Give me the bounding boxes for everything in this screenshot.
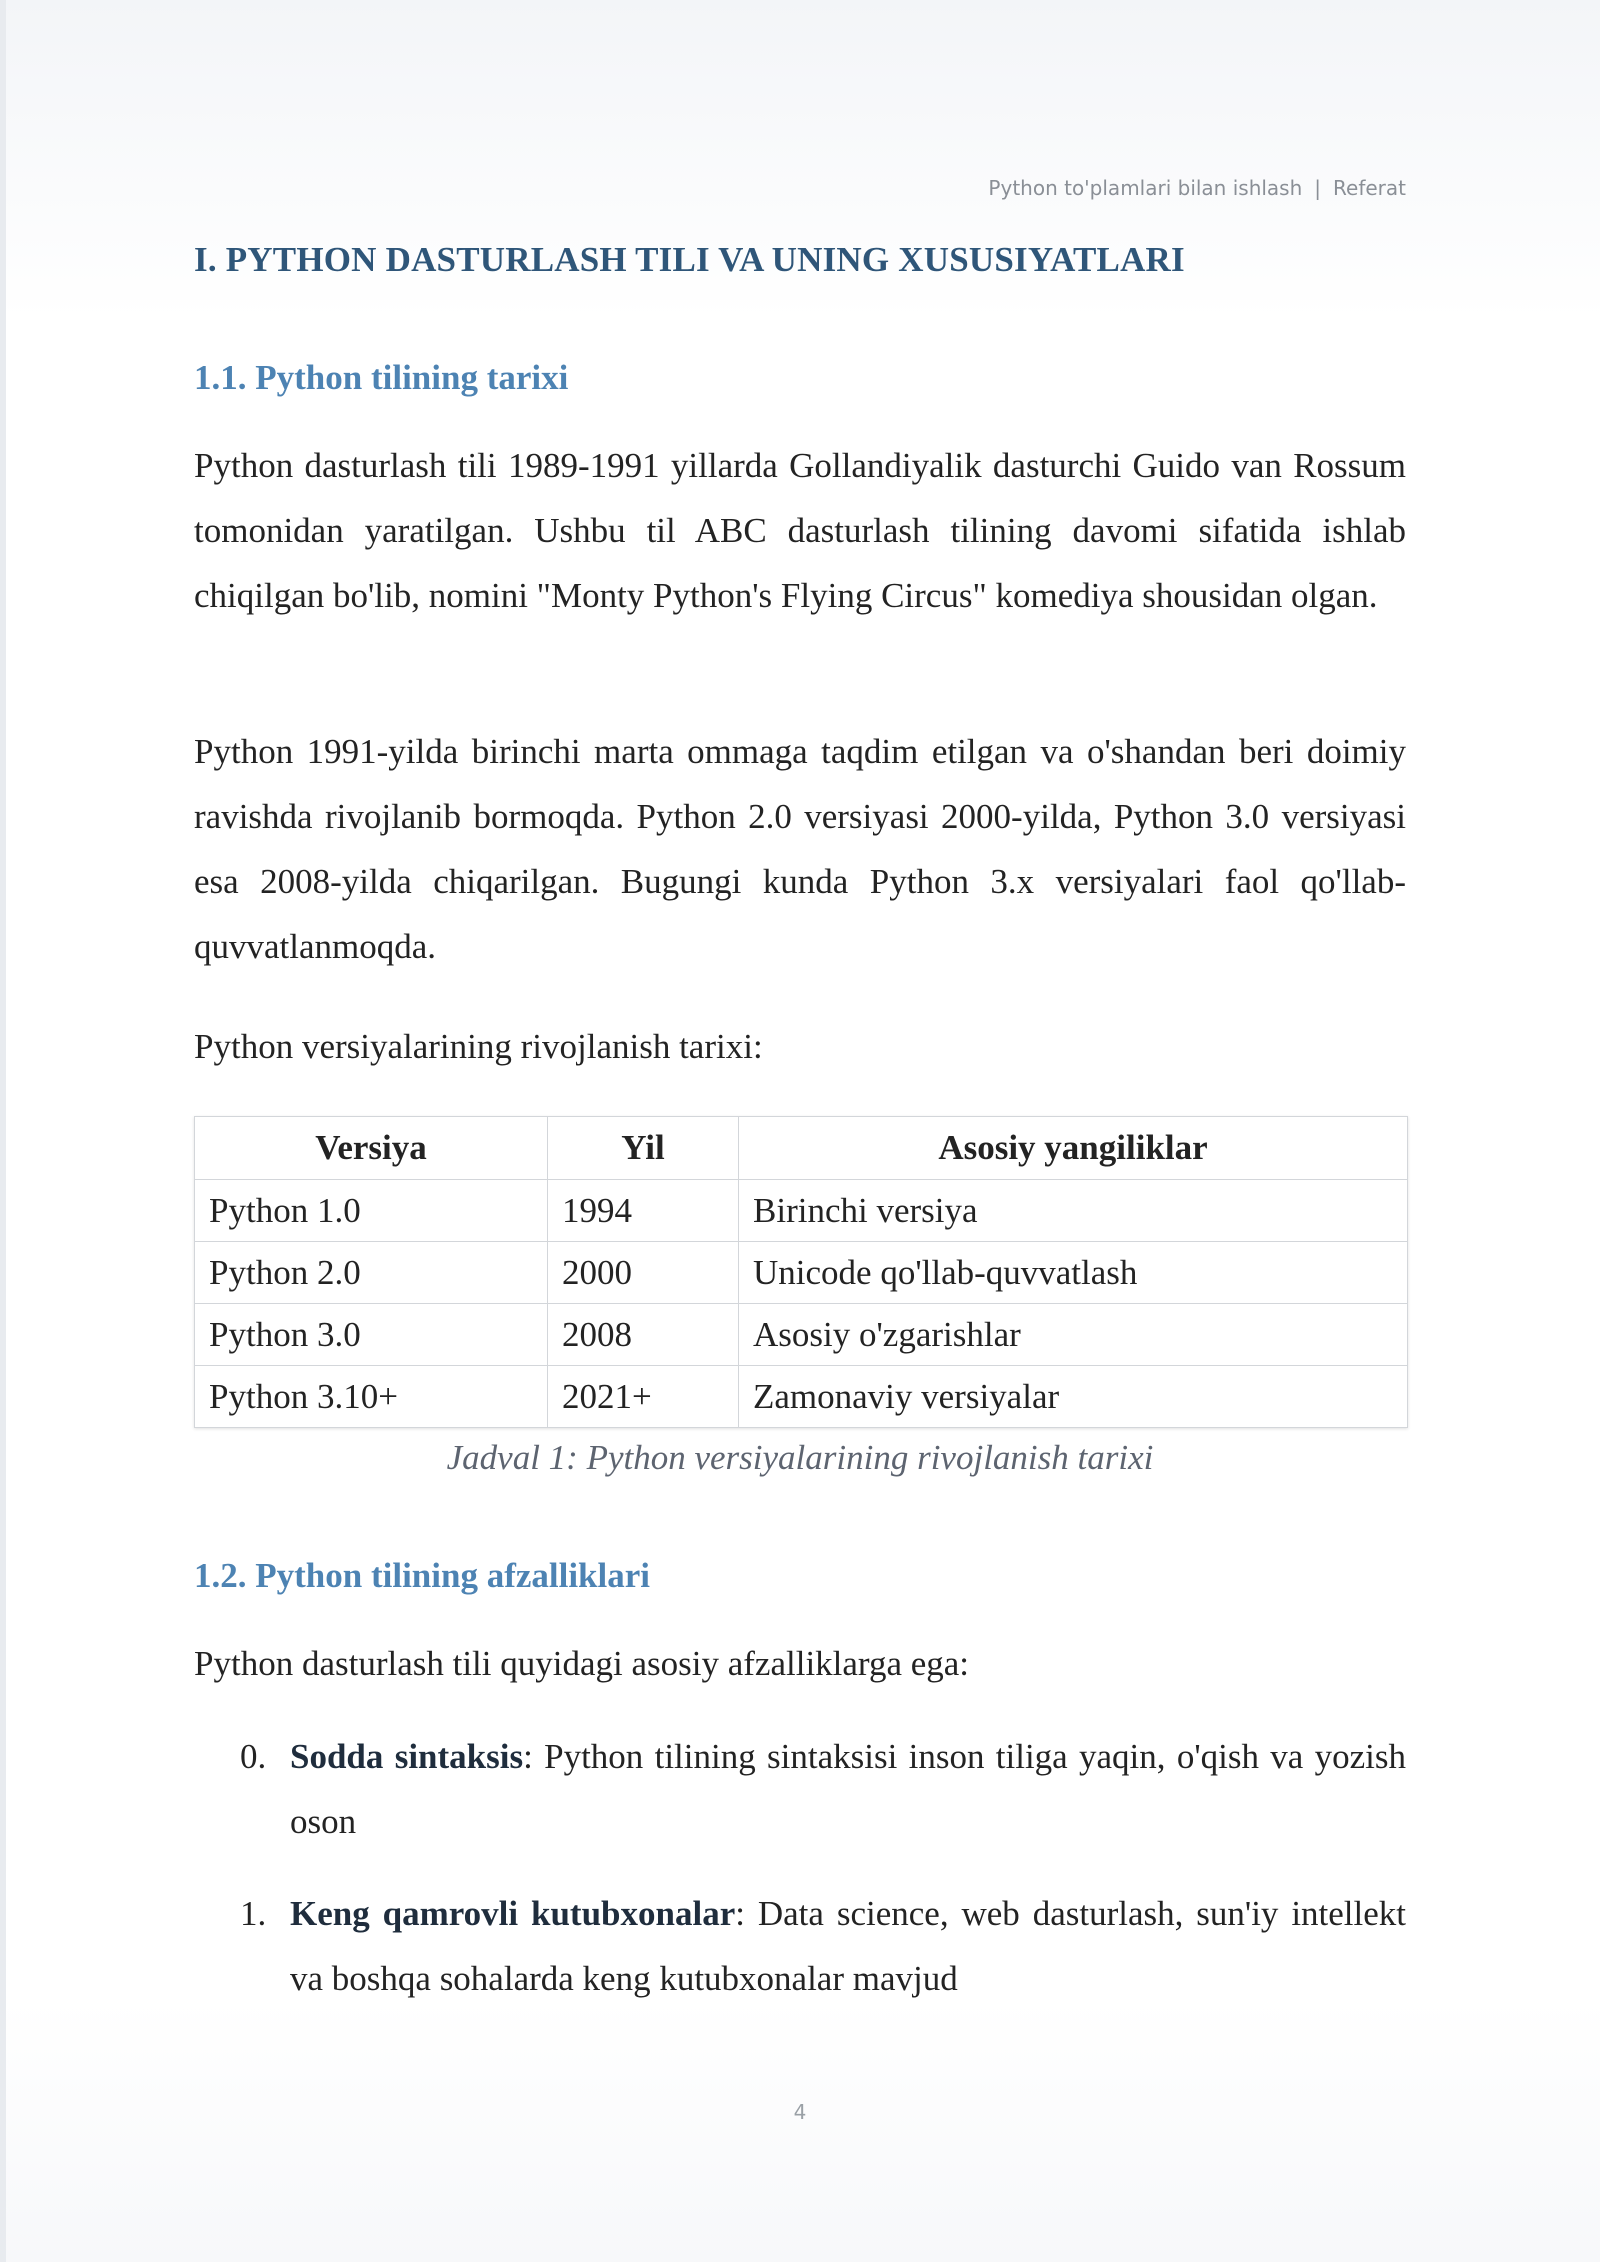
list-item-body xyxy=(290,1881,1406,2011)
header-doc-title: Python to'plamlari bilan ishlash xyxy=(988,176,1303,200)
section-1-1-title: 1.1. Python tilining tarixi xyxy=(194,358,569,397)
table-cell-year: 2000 xyxy=(548,1242,739,1304)
advantages-intro: Python dasturlash tili quyidagi asosiy afzalliklarga ega: xyxy=(194,1644,970,1683)
table-intro: Python versiyalarining rivojlanish tarixi: xyxy=(194,1027,763,1066)
table-row xyxy=(195,1304,1408,1366)
table-cell-features: Birinchi versiya xyxy=(739,1180,1408,1242)
section-1-2-title: 1.2. Python tilining afzalliklari xyxy=(194,1556,651,1595)
table-header-year: Yil xyxy=(548,1117,739,1180)
list-item-number: 0. xyxy=(240,1737,267,1776)
paragraph-history-2: Python 1991-yilda birinchi marta ommaga taqdim etilgan va o'shandan beri doimiy ravishda rivojlanib bormoqda. Python 2.0 versiyasi 2000-yilda, Python 3.0 versiyasi esa 2008-yilda chiqarilgan. Bugungi kunda Python 3.x versiyalari faol qo'llab-quvvatlanmoqda. xyxy=(194,732,1406,966)
table-cell-year: 2008 xyxy=(548,1304,739,1366)
table-cell-features: Asosiy o'zgarishlar xyxy=(739,1304,1408,1366)
table-caption: Jadval 1: Python versiyalarining rivojlanish tarixi xyxy=(446,1438,1154,1477)
page-left-edge xyxy=(0,0,6,2262)
list-item-term: Keng qamrovli kutubxonalar xyxy=(290,1894,736,1933)
table-cell-features: Unicode qo'llab-quvvatlash xyxy=(739,1242,1408,1304)
chapter-title: I. PYTHON DASTURLASH TILI VA UNING XUSUSIYATLARI xyxy=(194,240,1185,279)
table-row xyxy=(195,1366,1408,1428)
table-header-version: Versiya xyxy=(195,1117,548,1180)
running-header xyxy=(988,176,1406,200)
table-row xyxy=(195,1180,1408,1242)
header-doc-type: Referat xyxy=(1333,176,1406,200)
header-separator: | xyxy=(1314,176,1322,200)
list-item-text: : Python tilining sintaksisi inson tiliga yaqin, o'qish va yozish oson xyxy=(290,1737,1406,1841)
list-item-number: 1. xyxy=(240,1894,267,1933)
table-cell-version: Python 3.10+ xyxy=(195,1366,548,1428)
table-cell-features: Zamonaviy versiyalar xyxy=(739,1366,1408,1428)
table-header-row xyxy=(195,1117,1408,1180)
list-item-term: Sodda sintaksis xyxy=(290,1737,524,1776)
table-header-features: Asosiy yangiliklar xyxy=(739,1117,1408,1180)
list-item-text: : Data science, web dasturlash, sun'iy intellekt va boshqa sohalarda keng kutubxonalar mavjud xyxy=(290,1894,1407,1998)
table-cell-version: Python 3.0 xyxy=(195,1304,548,1366)
table-cell-year: 1994 xyxy=(548,1180,739,1242)
list-item-body xyxy=(290,1724,1406,1854)
versions-table xyxy=(194,1116,1408,1428)
page-number: 4 xyxy=(793,2100,807,2124)
paragraph-history-1: Python dasturlash tili 1989-1991 yillarda Gollandiyalik dasturchi Guido van Rossum tomonidan yaratilgan. Ushbu til ABC dasturlash tilining davomi sifatida ishlab chiqilgan bo'lib, nomini "Monty Python's Flying Circus" komediya shousidan olgan. xyxy=(194,446,1406,615)
table-cell-version: Python 2.0 xyxy=(195,1242,548,1304)
table-cell-year: 2021+ xyxy=(548,1366,739,1428)
table-cell-version: Python 1.0 xyxy=(195,1180,548,1242)
table-row xyxy=(195,1242,1408,1304)
